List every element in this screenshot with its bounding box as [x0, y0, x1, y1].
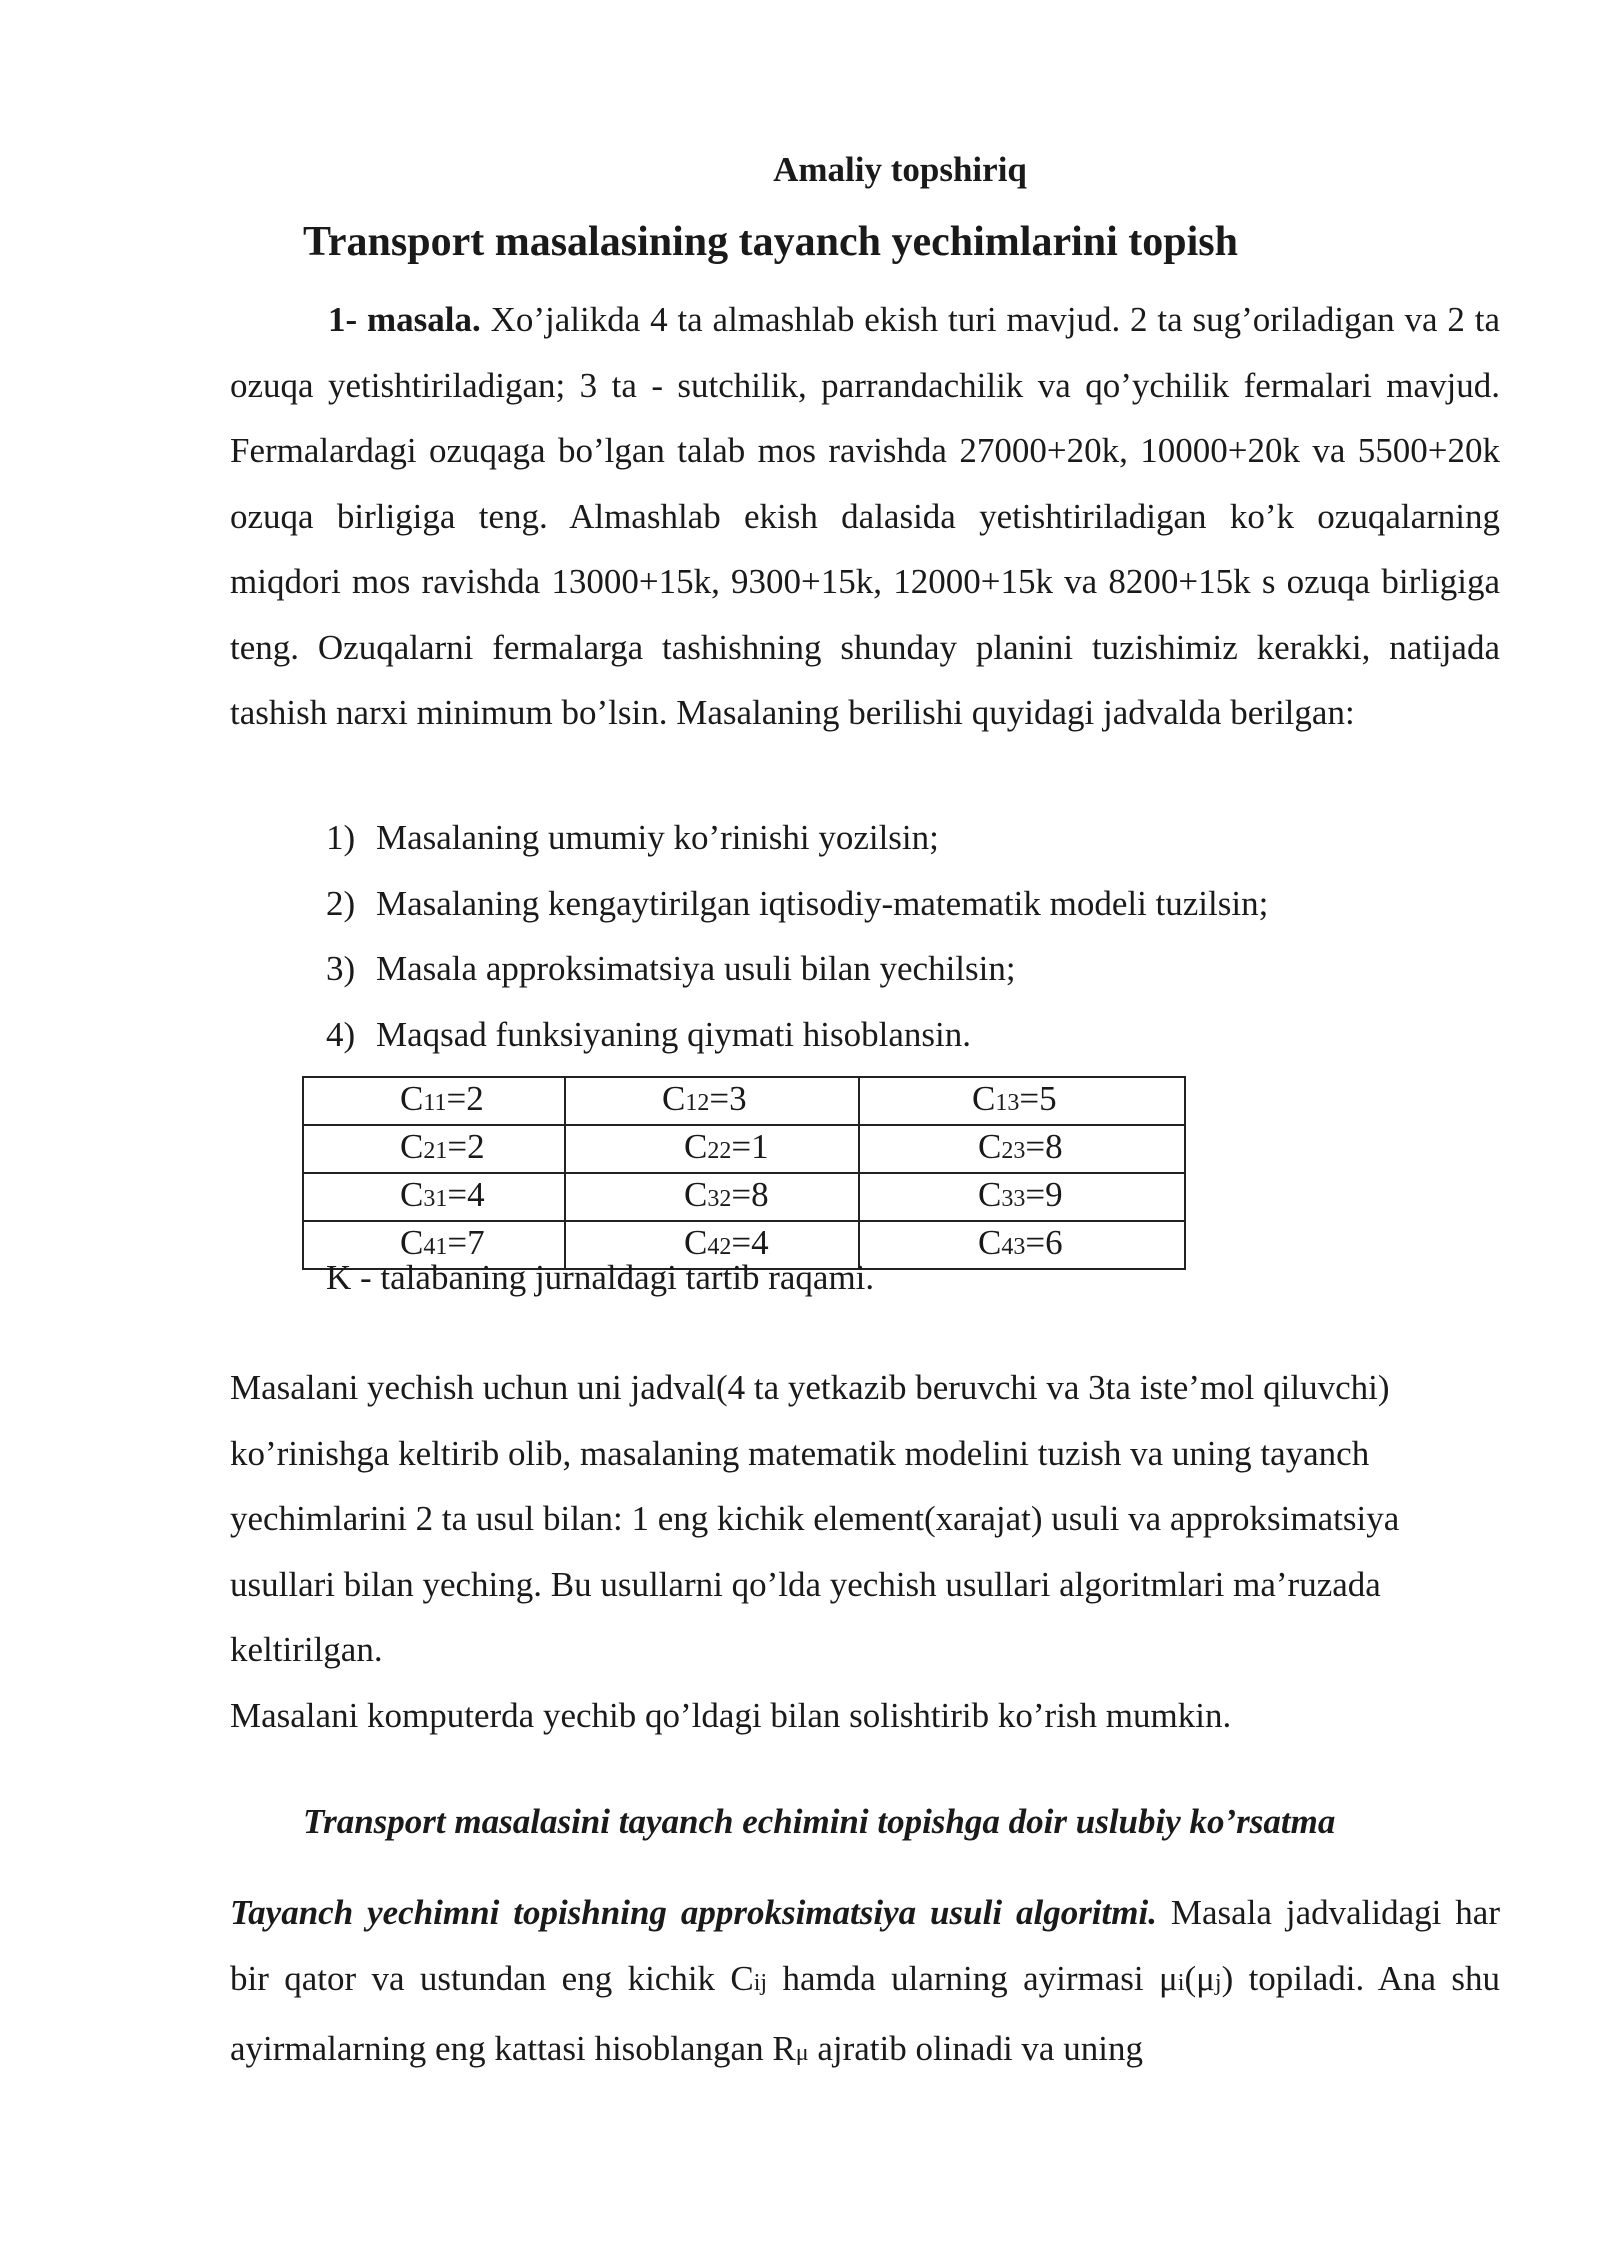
table-cell: C22=1	[565, 1125, 859, 1173]
table-note: K - talabaning jurnaldagi tartib raqami.	[326, 1258, 875, 1297]
guide-heading: Transport masalasini tayanch echimini topishga doir uslubiy ko’rsatma	[303, 1802, 1336, 1841]
table-row	[303, 1125, 1185, 1173]
table-cell: C11=2	[303, 1077, 565, 1125]
problem-text: Xo’jalikda 4 ta almashlab ekish turi mavjud. 2 ta sug’oriladigan va 2 ta ozuqa yetishtiriladigan; 3 ta - sutchilik, parrandachilik va qo’ychilik fermalari mavjud. Fermalardagi ozuqaga bo’lgan talab mos ravishda 27000+20k, 10000+20k va 5500+20k ozuqa birligiga teng. Almashlab ekish dalasida yetishtiriladigan ko’k ozuqalarning miqdori mos ravishda 13000+15k, 9300+15k, 12000+15k va 8200+15k s ozuqa birligiga teng. Ozuqalarni fermalarga tashishning shunday planini tuzishimiz kerakki, natijada tashish narxi minimum bo’lsin. Masalaning berilishi quyidagi jadvalda berilgan:	[230, 300, 1500, 732]
document-heading: Amaliy topshiriq	[773, 150, 1027, 189]
table-cell: C21=2	[303, 1125, 565, 1173]
table-row	[303, 1077, 1185, 1125]
table-cell: C42=4	[565, 1221, 859, 1269]
table-cell: C31=4	[303, 1173, 565, 1221]
table-row	[303, 1173, 1185, 1221]
problem-paragraph	[230, 287, 1500, 746]
list-item: 4) Maqsad funksiyaning qiymati hisoblansin.	[326, 1014, 971, 1054]
document-title: Transport masalasining tayanch yechimlarini topish	[303, 219, 1238, 265]
table-cell: C13=5	[859, 1077, 1185, 1125]
table-cell: C43=6	[859, 1221, 1185, 1269]
algorithm-paragraph: Tayanch yechimni topishning approksimatsiya usuli algoritmi. Masala jadvalidagi har bir qator va ustundan eng kichik Cij hamda ularning ayirmasi μi(μj) topiladi. Ana shu ayirmalarning eng kattasi hisoblangan Rμ ajratib olinadi va uning	[230, 1893, 1500, 2068]
problem-label: 1- masala.	[328, 300, 481, 339]
task-list	[326, 805, 1268, 1067]
computer-paragraph: Masalani komputerda yechib qo’ldagi bilan solishtirib ko’rish mumkin.	[230, 1696, 1232, 1735]
list-item: 1) Masalaning umumiy ko’rinishi yozilsin;	[326, 818, 939, 857]
list-item: 2) Masalaning kengaytirilgan iqtisodiy-matematik modeli tuzilsin;	[326, 883, 1269, 923]
algorithm-label: Tayanch yechimni topishning approksimatsiya usuli algoritmi.	[230, 1893, 1157, 1932]
table-cell: C12=3	[565, 1077, 859, 1125]
solution-paragraph: Masalani yechish uchun uni jadval(4 ta yetkazib beruvchi va 3ta iste’mol qiluvchi) ko’rinishga keltirib olib, masalaning matematik modelini tuzish va uning tayanch yechimlarini 2 ta usul bilan: 1 eng kichik element(xarajat) usuli va approksimatsiya usullari bilan yeching. Bu usullarni qo’lda yechish usullari algoritmlari ma’ruzada keltirilgan.	[230, 1368, 1400, 1669]
table-cell: C41=7	[303, 1221, 565, 1269]
table-cell: C33=9	[859, 1173, 1185, 1221]
cost-table	[302, 1076, 1186, 1270]
table-cell: C23=8	[859, 1125, 1185, 1173]
list-item: 3) Masala approksimatsiya usuli bilan yechilsin;	[326, 949, 1016, 988]
table-cell: C32=8	[565, 1173, 859, 1221]
